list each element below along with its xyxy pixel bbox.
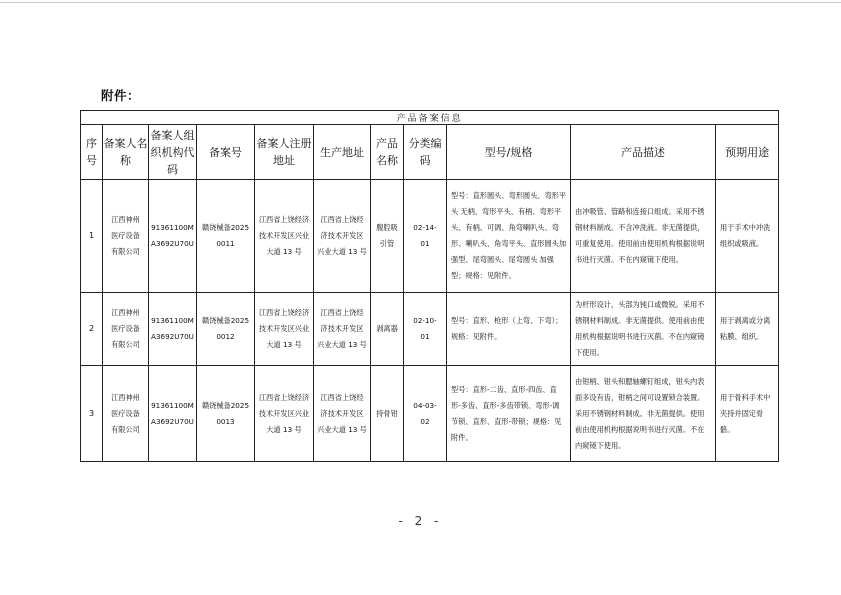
table-row	[81, 293, 779, 366]
table-row	[81, 180, 779, 293]
cell-applicant: 江西神州医疗设备有限公司	[103, 366, 149, 462]
cell-desc: 由冲吸管、管路和连接口组成。采用不锈钢材料制成。不含冲洗液。非无菌提供，可重复使用。使用前由使用机构根据说明书进行灭菌。不在内窥镜下使用。	[571, 180, 716, 293]
header-org-code: 备案人组织机构代码	[149, 125, 197, 180]
table-caption: 产品备案信息	[81, 111, 779, 125]
cell-use: 用于剥离或分离粘膜、组织。	[716, 293, 779, 366]
cell-org-code: 91361100MA3692U70U	[149, 366, 197, 462]
table-row	[81, 366, 779, 462]
cell-org-code: 91361100MA3692U70U	[149, 293, 197, 366]
table-header-row	[81, 125, 779, 180]
header-desc: 产品描述	[571, 125, 716, 180]
product-record-table	[80, 110, 779, 462]
cell-desc: 为杆形设计，头部为钝口或微锐。采用不锈钢材料制成。非无菌提供。使用前由使用机构根据说明书进行灭菌。不在内窥镜下使用。	[571, 293, 716, 366]
cell-class-code: 02-10-01	[404, 293, 447, 366]
cell-seq: 3	[81, 366, 103, 462]
cell-reg-addr: 江西省上饶经济技术开发区兴业大道 13 号	[255, 293, 314, 366]
cell-product: 剥离器	[371, 293, 404, 366]
cell-record-no: 赣饶械备20250012	[197, 293, 255, 366]
cell-seq: 1	[81, 180, 103, 293]
cell-class-code: 02-14-01	[404, 180, 447, 293]
cell-model: 型号：直形-二齿、直形-四齿、直形-多齿、直形-多齿带锁、弯形-调节锁、直形、直形-带锁；规格：见附件。	[447, 366, 571, 462]
top-divider	[0, 2, 841, 3]
cell-org-code: 91361100MA3692U70U	[149, 180, 197, 293]
header-seq: 序号	[81, 125, 103, 180]
cell-record-no: 赣饶械备20250013	[197, 366, 255, 462]
header-record-no: 备案号	[197, 125, 255, 180]
header-reg-addr: 备案人注册地址	[255, 125, 314, 180]
cell-use: 用于骨科手术中夹持并固定骨骼。	[716, 366, 779, 462]
cell-model: 型号：直形、枪形（上弯、下弯）；规格：见附件。	[447, 293, 571, 366]
header-model: 型号/规格	[447, 125, 571, 180]
cell-reg-addr: 江西省上饶经济技术开发区兴业大道 13 号	[255, 366, 314, 462]
cell-record-no: 赣饶械备20250011	[197, 180, 255, 293]
header-use: 预期用途	[716, 125, 779, 180]
header-class-code: 分类编码	[404, 125, 447, 180]
cell-prod-addr: 江西省上饶经济技术开发区兴业大道 13 号	[314, 366, 371, 462]
header-applicant: 备案人名称	[103, 125, 149, 180]
cell-product: 持骨钳	[371, 366, 404, 462]
cell-class-code: 04-03-02	[404, 366, 447, 462]
cell-use: 用于手术中冲洗组织或吸液。	[716, 180, 779, 293]
cell-prod-addr: 江西省上饶经济技术开发区兴业大道 13 号	[314, 180, 371, 293]
cell-desc: 由钳柄、钳头和腮轴螺钉组成，钳头内表面多设有齿，钳柄之间可设置锁合装置。采用不锈钢材料制成。非无菌提供。使用前由使用机构根据说明书进行灭菌。不在内窥镜下使用。	[571, 366, 716, 462]
header-prod-addr: 生产地址	[314, 125, 371, 180]
page-number: - 2 -	[398, 514, 443, 528]
cell-applicant: 江西神州医疗设备有限公司	[103, 180, 149, 293]
cell-seq: 2	[81, 293, 103, 366]
attachment-label: 附件：	[101, 88, 141, 103]
header-product: 产品名称	[371, 125, 404, 180]
cell-reg-addr: 江西省上饶经济技术开发区兴业大道 13 号	[255, 180, 314, 293]
cell-model: 型号：直形圆头、弯形圆头、弯形平头 无柄、弯形平头、有柄、弯形平头、有柄、可调、角弯喇叭头、弯形、喇叭头、角弯平头、直形圆头加强型、尾弯圆头、尾弯圆头 加强型；规格：见附件。	[447, 180, 571, 293]
cell-prod-addr: 江西省上饶经济技术开发区兴业大道 13 号	[314, 293, 371, 366]
cell-product: 腹腔吸引管	[371, 180, 404, 293]
cell-applicant: 江西神州医疗设备有限公司	[103, 293, 149, 366]
